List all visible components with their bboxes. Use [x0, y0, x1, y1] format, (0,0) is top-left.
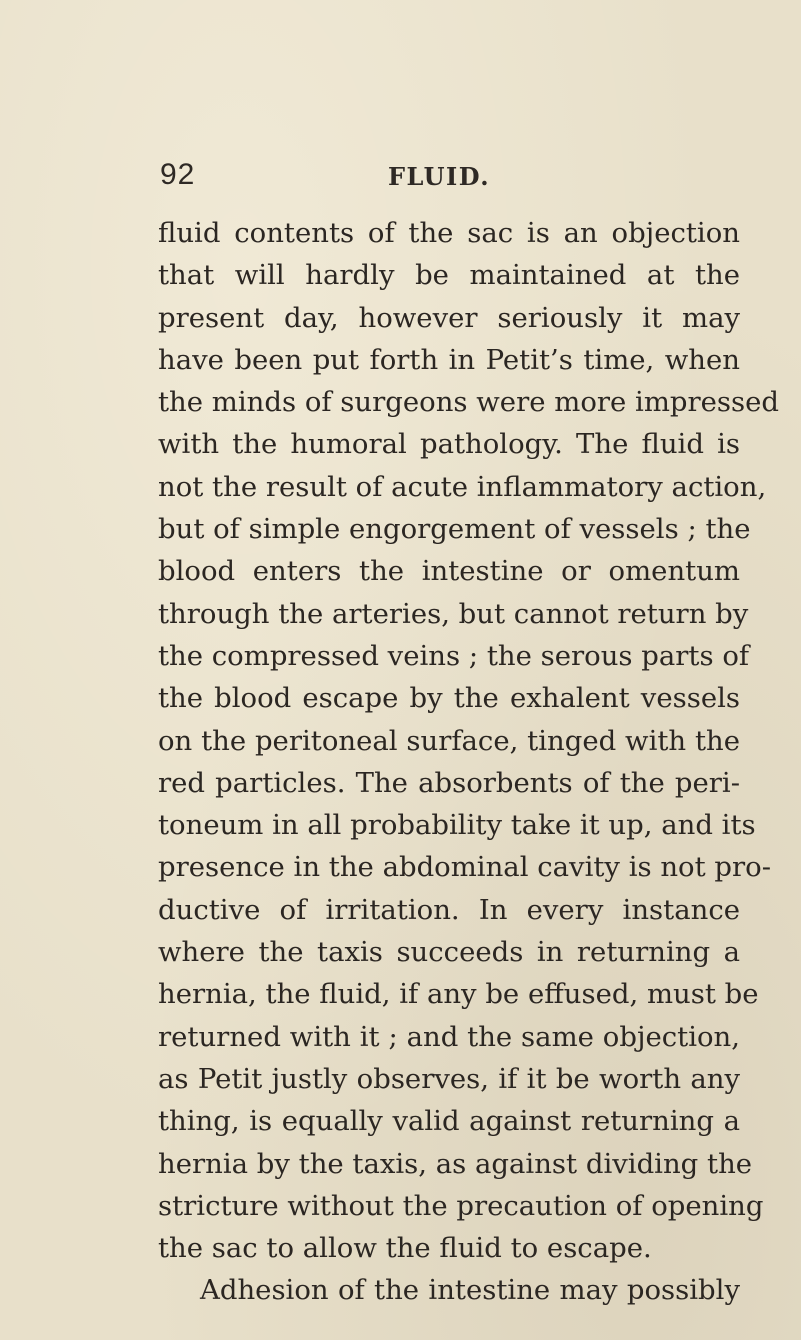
text-line: fluid contents of the sac is an objection [158, 217, 740, 249]
text-line: the minds of surgeons were more impressed [158, 386, 780, 419]
text-line: blood enters the intestine or omentum [158, 555, 740, 588]
page-number: 92 [160, 158, 196, 191]
text-line: thing, is equally valid against returning a [158, 1105, 740, 1138]
text-line: the compressed veins ; the serous parts of [158, 639, 750, 672]
running-head: FLUID. [388, 162, 491, 191]
text-line: ductive of irritation. In every instance [158, 893, 740, 926]
text-line: that will hardly be maintained at the [158, 259, 740, 292]
text-line: not the result of acute inflammatory action, [158, 470, 767, 503]
text-line: presence in the abdominal cavity is not pro- [158, 851, 772, 884]
text-line: returned with it ; and the same objection, [158, 1020, 740, 1053]
text-line: through the arteries, but cannot return by [158, 597, 749, 630]
text-line: where the taxis succeeds in returning a [158, 936, 740, 969]
text-line: the blood escape by the exhalent vessels [158, 682, 740, 715]
text-line: as Petit justly observes, if it be worth any [158, 1062, 740, 1095]
text-line: hernia by the taxis, as against dividing the [158, 1147, 753, 1180]
text-line: on the peritoneal surface, tinged with the [158, 724, 740, 757]
text-line: red particles. The absorbents of the peri- [158, 766, 740, 799]
paragraph-end-line: the sac to allow the fluid to escape. [158, 1232, 652, 1265]
text-line: stricture without the precaution of opening [158, 1189, 764, 1222]
text-line: have been put forth in Petit’s time, when [158, 343, 740, 376]
text-line: hernia, the fluid, if any be effused, must be [158, 978, 759, 1011]
page-header [0, 158, 801, 198]
text-line: present day, however seriously it may [158, 301, 740, 334]
text-line: with the humoral pathology. The fluid is [158, 428, 740, 461]
paragraph-start-line: Adhesion of the intestine may possibly [200, 1274, 740, 1307]
text-line: toneum in all probability take it up, and its [158, 809, 756, 842]
body-text [158, 212, 780, 1312]
text-line: but of simple engorgement of vessels ; the [158, 513, 751, 546]
